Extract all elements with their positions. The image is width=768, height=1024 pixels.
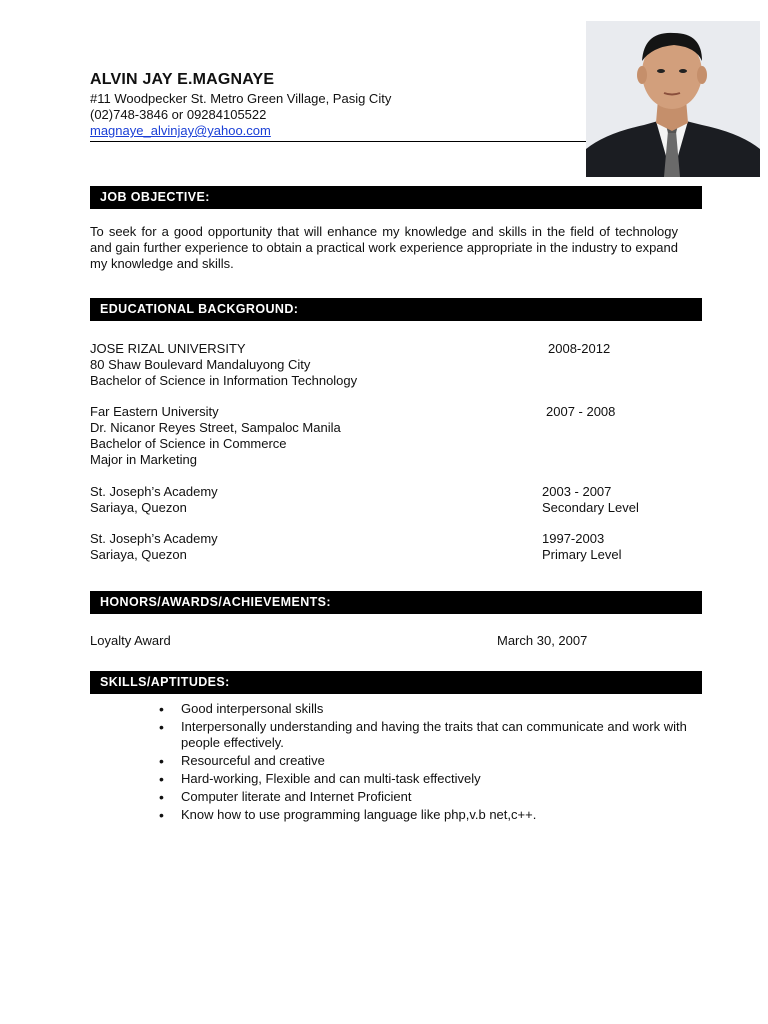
edu-school: St. Joseph’s Academy	[90, 484, 218, 499]
edu-major: Major in Marketing	[90, 452, 197, 467]
edu-address: 80 Shaw Boulevard Mandaluyong City	[90, 357, 311, 372]
edu-years: 2007 - 2008	[546, 404, 616, 419]
skill-item: • Interpersonally understanding and having the traits that can communicate and work with people effectively.	[159, 719, 699, 751]
edu-address: Dr. Nicanor Reyes Street, Sampaloc Manila	[90, 420, 341, 435]
edu-school: St. Joseph’s Academy	[90, 531, 218, 546]
edu-address: Sariaya, Quezon	[90, 547, 187, 562]
skill-item: • Hard-working, Flexible and can multi-task effectively	[159, 771, 699, 787]
edu-address: Sariaya, Quezon	[90, 500, 187, 515]
address: #11 Woodpecker St. Metro Green Village, Pasig City	[90, 91, 392, 106]
section-header-skills: SKILLS/APTITUDES:	[90, 671, 702, 694]
section-header-honors: HONORS/AWARDS/ACHIEVEMENTS:	[90, 591, 702, 614]
skills-list	[159, 701, 699, 825]
award-name: Loyalty Award	[90, 633, 171, 648]
edu-level: Primary Level	[542, 547, 622, 562]
skill-item: • Good interpersonal skills	[159, 701, 699, 717]
edu-school: JOSE RIZAL UNIVERSITY	[90, 341, 246, 356]
skill-item: • Computer literate and Internet Proficient	[159, 789, 699, 805]
section-header-job-objective: JOB OBJECTIVE:	[90, 186, 702, 209]
profile-photo-illustration	[586, 21, 760, 177]
skill-item: • Know how to use programming language like php,v.b net,c++.	[159, 807, 699, 823]
edu-years: 2008-2012	[548, 341, 611, 356]
edu-years: 1997-2003	[542, 531, 605, 546]
header-divider	[90, 141, 587, 142]
edu-years: 2003 - 2007	[542, 484, 612, 499]
section-header-education: EDUCATIONAL BACKGROUND:	[90, 298, 702, 321]
email-link[interactable]: magnaye_alvinjay@yahoo.com	[90, 123, 271, 138]
edu-school: Far Eastern University	[90, 404, 219, 419]
edu-degree: Bachelor of Science in Commerce	[90, 436, 287, 451]
edu-level: Secondary Level	[542, 500, 639, 515]
edu-degree: Bachelor of Science in Information Technology	[90, 373, 358, 388]
award-date: March 30, 2007	[497, 633, 588, 648]
profile-photo	[586, 21, 760, 177]
phone: (02)748-3846 or 09284105522	[90, 107, 267, 122]
objective-text: To seek for a good opportunity that will enhance my knowledge and skills in the field of technology and gain further experience to obtain a practical work experience appropriate in the industry to expand my knowledge and skills.	[90, 224, 678, 271]
resume-name: ALVIN JAY E.MAGNAYE	[90, 71, 275, 88]
skill-item: • Resourceful and creative	[159, 753, 699, 769]
